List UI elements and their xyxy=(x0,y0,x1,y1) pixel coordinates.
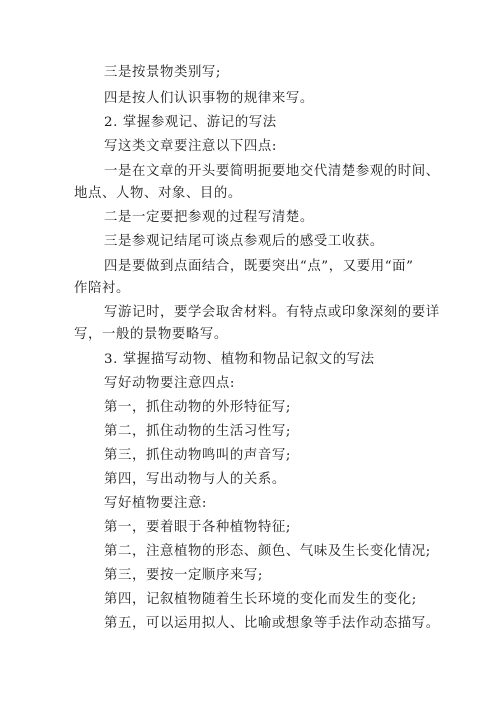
text-line: 第二，抓住动物的生活习性写; xyxy=(104,424,291,439)
text-line: 三是按景物类别写; xyxy=(104,65,222,80)
text-line: 一是在文章的开头要简明扼要地交代清楚参观的时间、 xyxy=(104,164,440,179)
text-line: 三是参观记结尾可谈点参观后的感受工收获。 xyxy=(104,234,384,249)
text-line: 写这类文章要注意以下四点: xyxy=(104,139,277,154)
text-line: 作陪衬。 xyxy=(74,281,130,296)
text-line: 写，一般的景物要略写。 xyxy=(74,327,228,342)
text-line: 四是按人们认识事物的规律来写。 xyxy=(104,91,314,106)
text-line: 第三，抓住动物鸣叫的声音写; xyxy=(104,448,291,463)
text-line: 地点、人物、对象、目的。 xyxy=(74,186,242,201)
text-line: 第四，记叙植物随着生长环境的变化而发生的变化; xyxy=(104,592,417,607)
section-heading: 3. 掌握描写动物、植物和物品记叙文的写法 xyxy=(104,352,375,367)
text-line: 写好动物要注意四点: xyxy=(104,376,236,391)
text-line: 第一，要着眼于各种植物特征; xyxy=(104,520,291,535)
text-line: 第四，写出动物与人的关系。 xyxy=(104,472,286,487)
text-line: 二是一定要把参观的过程写清楚。 xyxy=(104,210,314,225)
text-line: 写好植物要注意: xyxy=(104,496,208,511)
section-heading: 2. 掌握参观记、游记的写法 xyxy=(104,115,277,130)
text-line: 第五，可以运用拟人、比喻或想象等手法作动态描写。 xyxy=(104,616,440,631)
text-line: 第三，要按一定顺序来写; xyxy=(104,568,264,583)
text-line: 第二，注意植物的形态、颜色、气味及生长变化情况; xyxy=(104,544,431,559)
text-line: 写游记时，要学会取舍材料。有特点或印象深刻的要详 xyxy=(104,305,440,320)
text-line: 第一，抓住动物的外形特征写; xyxy=(104,400,291,415)
text-line: 四是要做到点面结合，既要突出“点”，又要用“面” xyxy=(104,259,414,274)
